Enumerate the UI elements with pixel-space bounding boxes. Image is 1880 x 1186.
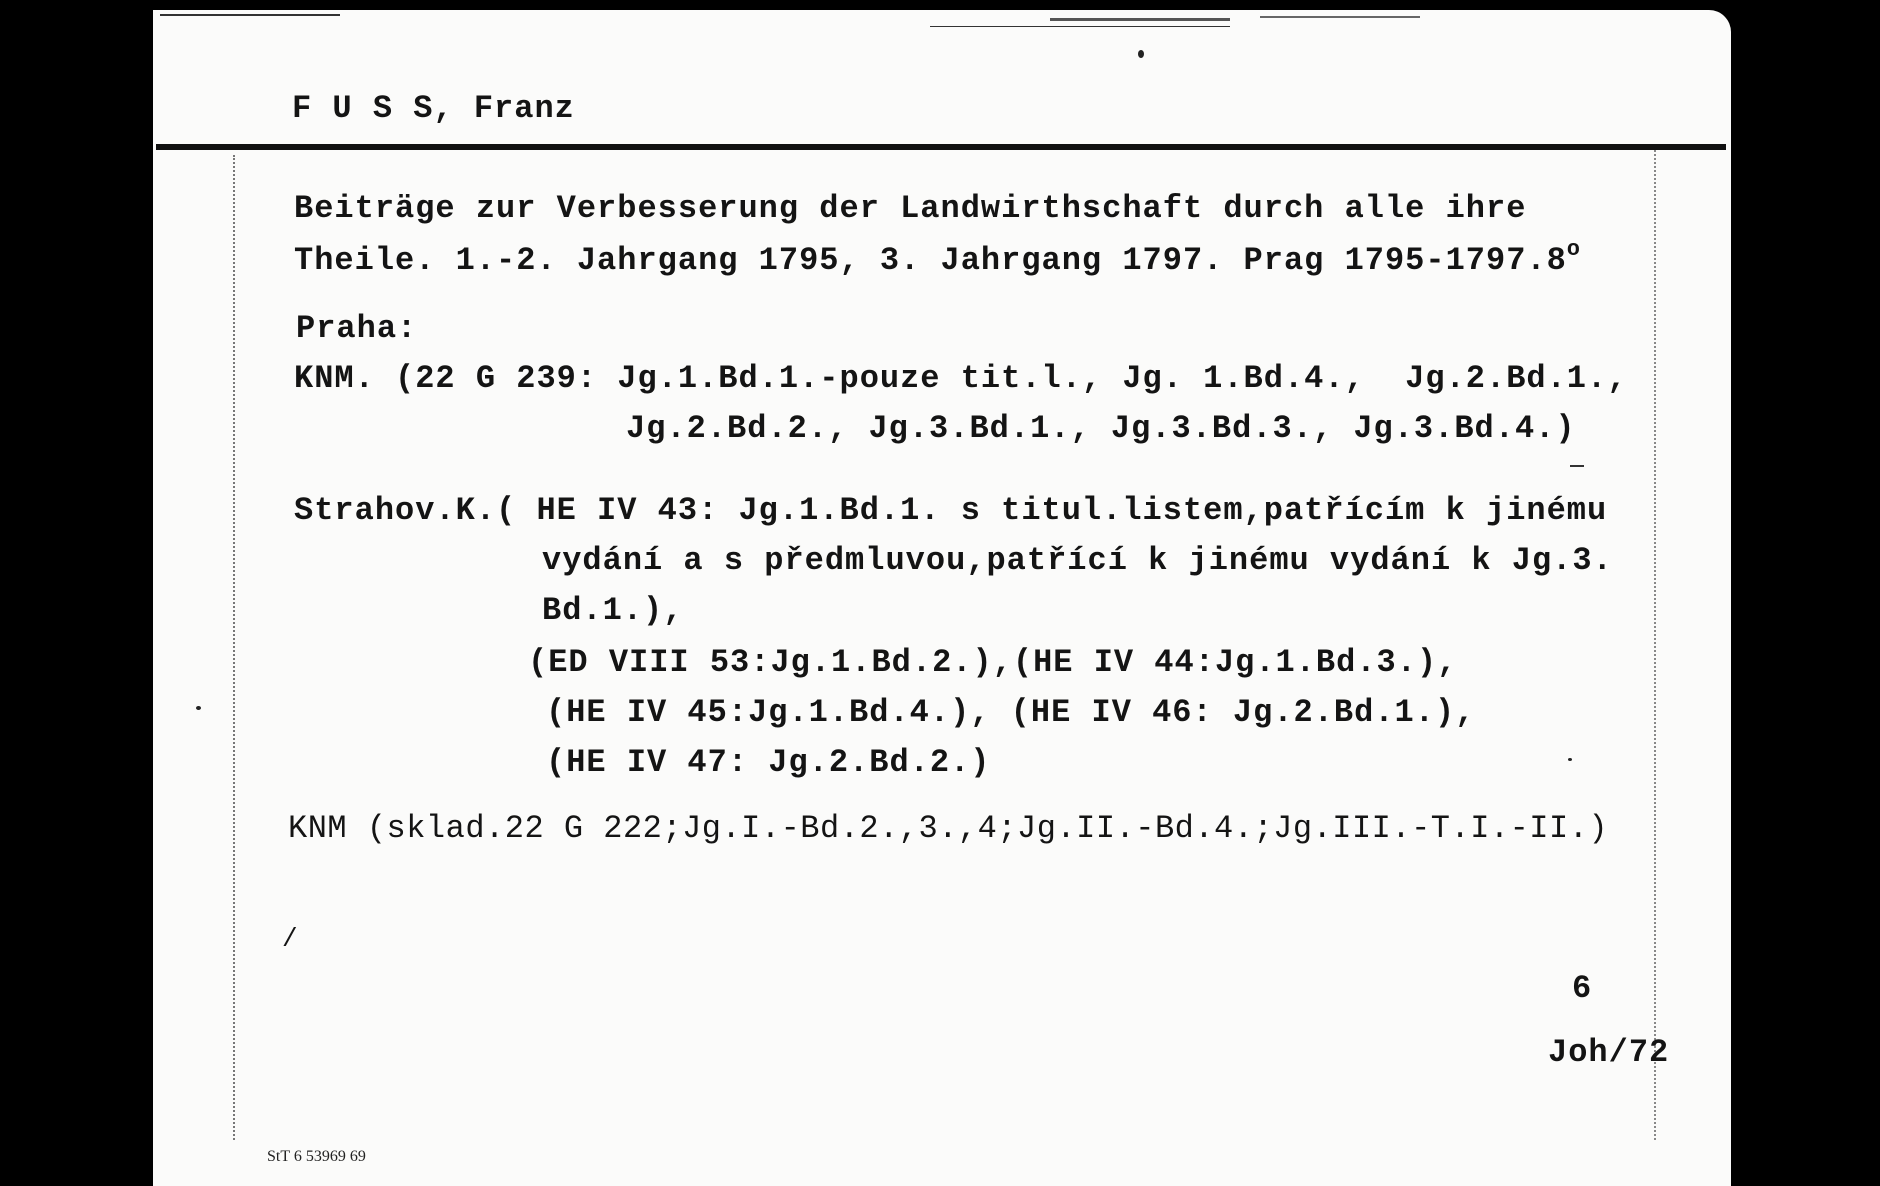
signature-code: Joh/72 [1548,1034,1670,1071]
scan-smudge [1050,18,1230,21]
ink-dot [1568,758,1572,761]
holding-strahov-line-6: (HE IV 47: Jg.2.Bd.2.) [546,744,991,781]
right-margin-guide [1654,150,1656,1140]
stray-pen-mark: / [282,924,299,954]
holding-strahov-line-2: vydání a s předmluvou,patřící k jinému vydání k Jg.3. [542,542,1613,579]
location-label: Praha: [296,310,418,347]
scan-smudge [160,14,340,16]
scan-smudge [1570,465,1584,467]
card-heading: F U S S, Franz [292,90,575,127]
holding-knm-sklad-line: KNM (sklad.22 G 222;Jg.I.-Bd.2.,3.,4;Jg.II.-Bd.4.;Jg.III.-T.I.-II.) [288,810,1609,847]
scan-smudge [930,26,1230,27]
holding-knm-line-2: Jg.2.Bd.2., Jg.3.Bd.1., Jg.3.Bd.3., Jg.3.Bd.4.) [626,410,1576,447]
holding-strahov-line-1: Strahov.K.( HE IV 43: Jg.1.Bd.1. s titul.listem,patřícím k jinému [294,492,1608,529]
ink-dot [196,706,201,710]
format-superscript: o [1566,237,1581,262]
holding-strahov-line-3: Bd.1.), [542,592,684,629]
left-margin-guide [233,155,235,1140]
holding-strahov-line-4: (ED VIII 53:Jg.1.Bd.2.),(HE IV 44:Jg.1.Bd.3.), [528,644,1458,681]
title-line-2-text: Theile. 1.-2. Jahrgang 1795, 3. Jahrgang 1797. Prag 1795-1797.8 [294,242,1567,279]
holding-knm-line-1: KNM. (22 G 239: Jg.1.Bd.1.-pouze tit.l., Jg. 1.Bd.4., Jg.2.Bd.1., [294,360,1628,397]
title-line-1: Beiträge zur Verbesserung der Landwirthschaft durch alle ihre [294,190,1527,227]
title-line-2 [294,237,1581,279]
catalog-card [153,10,1731,1186]
heading-rule [156,144,1726,150]
card-number: 6 [1572,970,1593,1007]
print-footer-code: StT 6 53969 69 [267,1148,366,1165]
scan-smudge [1260,16,1420,18]
holding-strahov-line-5: (HE IV 45:Jg.1.Bd.4.), (HE IV 46: Jg.2.Bd.1.), [546,694,1476,731]
ink-dot [1138,50,1144,58]
